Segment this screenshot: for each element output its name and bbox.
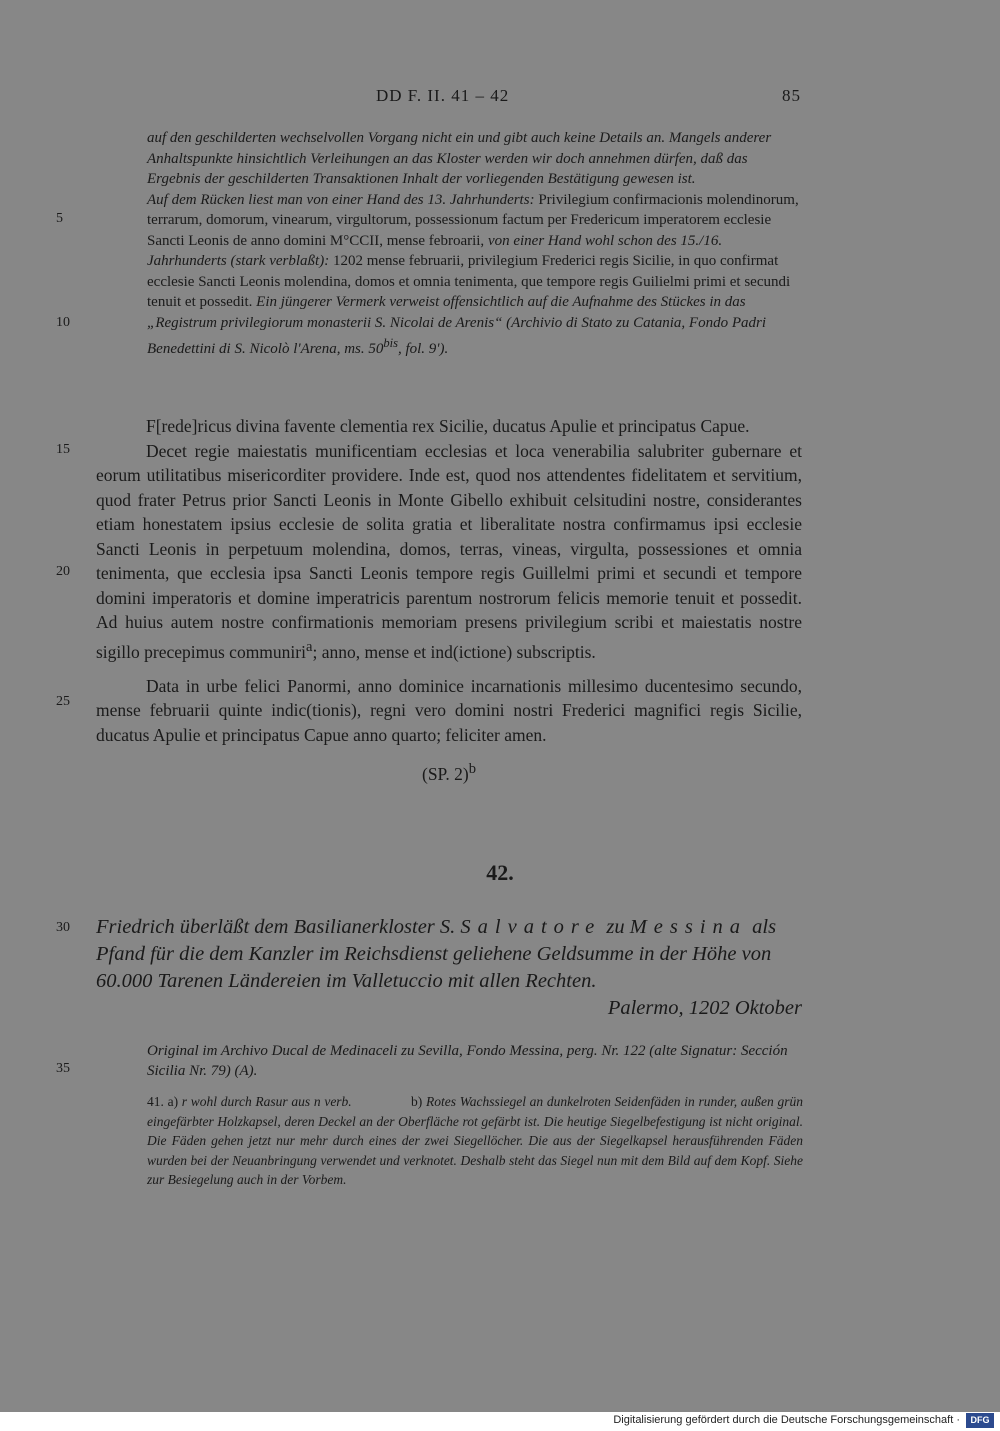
note-text-4: Ein jüngerer Vermerk verweist offensichtlich auf die Aufnahme des Stückes in das „Registrum privilegiorum monasterii S. Nicolai de Arenis“ (Archivio di Stato zu Catania, Fondo Padri Benedettini di S. Nicolò l'Arena, ms. 50: [147, 294, 767, 357]
line-number: 15: [56, 442, 70, 457]
seal-note: [96, 757, 802, 786]
note-quote-1: Privilegium confirmacionis molendinorum, terrarum, domorum, vinearum, virgultorum, possessionum factum per Fredericum imperatorem ecclesie Sancti Leonis de anno domini M°CCII, mense febroarii,: [147, 191, 799, 249]
seal-text: (SP. 2): [422, 764, 469, 785]
line-number: 10: [56, 315, 70, 330]
document-number: 42.: [486, 860, 514, 885]
charter-body-text: Decet regie maiestatis munificentiam ecclesias et loca venerabilia salubriter gubernare et eorum utilitatibus misericorditer providere. Inde est, quod nos attendentes fidelitatem et servitium, quod frater Petrus prior Sancti Leonis in Monte Gibello exhibuit celsitudini nostre, considerantes etiam honestatem ipsius ecclesie de solita gratia et liberalitate nostra confirmamus ipsi ecclesie Sancti Leonis in perpetuum molendina, domos, terras, vineas, virgulta, possessiones et omnia tenimenta, que ecclesia ipsa Sancti Leonis tempore regis Guillelmi primi et secundi et tempore domini imperatoris et domine imperatricis parentum nostrorum felicis memorie tenuit et possedit. Ad huius autem nostre confirmationis memoriam presens privilegium scribi et maiestatis nostre sigillo precepimus communiri: [96, 440, 802, 662]
charter-body-end: ; anno, mense et ind(ictione) subscriptis.: [312, 641, 596, 662]
page-number: 85: [782, 86, 801, 105]
note-text-2: Auf dem Rücken liest man von einer Hand des 13. Jahrhunderts:: [147, 191, 535, 208]
note-text-3: von einer Hand wohl schon des 15./16. Jahrhunderts (stark verblaßt):: [147, 232, 723, 269]
footnote-ref-b: b: [468, 761, 476, 778]
running-title: DD F. II. 41 – 42: [376, 86, 510, 105]
source-note: Original im Archivo Ducal de Medinaceli zu Sevilla, Fondo Messina, perg. Nr. 122 (alte Signatur: Sección Sicilia Nr. 79) (A).: [147, 1043, 788, 1079]
note-superscript: bis: [383, 336, 398, 350]
footnote-ref-a: a: [305, 638, 313, 655]
digitization-footer: [0, 1412, 1000, 1431]
footnote-b-text: Rotes Wachssiegel an dunkelroten Seidenfäden in runder, außen grün eingefärbter Holzkapsel, deren Deckel an der Oberfläche rot gefärbt ist. Die heutige Siegelbefestigung ist nicht original. Die Fäden gehen jetzt nur mehr durch eines der zwei Siegellöcher. Die aus der Siegelkapsel herausführenden Fäden wurden bei der Neuanbringung verwendet und verknotet. Deshalb steht das Siegel nun mit dem Bild auf dem Kopf. Siehe zur Besiegelung auch in der Vorbem.: [147, 1094, 803, 1187]
note-text-5: , fol. 9').: [397, 341, 449, 357]
funding-credit: Digitalisierung gefördert durch die Deutsche Forschungsgemeinschaft ·: [613, 1414, 960, 1426]
regest-place-messina: Messina: [629, 916, 748, 938]
charter-datum: Data in urbe felici Panormi, anno dominice incarnationis millesimo ducentesimo secundo, mense februarii quinte indic(tionis), regni vero domini nostri Frederici magnifici regis Sicilie, ducatus Apulie et principatus Capue anno quarto; feliciter amen.: [96, 675, 802, 745]
regest-place-salvatore: Salvatore: [460, 916, 602, 938]
regest-part: als Pfand für die dem Kanzler im Reichsdienst geliehene Geldsumme in der Höhe von 60.000 Tarenen Ländereien im Valletuccio mit allen Rechten.: [96, 916, 777, 992]
charter-body: [96, 439, 802, 664]
preliminary-note: [147, 128, 803, 360]
footnote-doc-number: 41.: [147, 1094, 164, 1109]
regest: [96, 914, 802, 1022]
note-text-1: auf den geschilderten wechselvollen Vorgang nicht ein und gibt auch keine Details an. Mangels anderer Anhaltspunkte hinsichtlich Verleihungen an das Kloster werden wir doch annehmen dürfen, daß das Ergebnis der geschilderten Transaktionen Inhalt der vorliegenden Bestätigung gewesen ist.: [147, 130, 772, 187]
charter-intitulatio: F[rede]ricus divina favente clementia rex Sicilie, ducatus Apulie et principatus Capue.: [146, 416, 750, 436]
line-number: 5: [56, 211, 63, 226]
line-number: 35: [56, 1061, 70, 1076]
dfg-logo: DFG: [966, 1413, 994, 1428]
line-number: 25: [56, 694, 70, 709]
footnote-a-text: r wohl durch Rasur aus n verb.: [178, 1094, 352, 1109]
note-quote-2: 1202 mense februarii, privilegium Frederici regis Sicilie, in quo confirmat ecclesie Sancti Leonis molendina, domos et omnia tenimenta, que tempore regis Guilielmi primi et secundi tenuit et possedit.: [147, 253, 791, 310]
charter-text: [96, 414, 802, 787]
line-number: 30: [56, 920, 70, 935]
footnote-b-label: b): [411, 1094, 423, 1109]
regest-part: Friedrich überläßt dem Basilianerkloster S.: [96, 916, 461, 938]
regest-text: [96, 914, 802, 995]
footnote-a-label: a): [167, 1094, 179, 1109]
footnotes: [147, 1092, 803, 1190]
place-date: Palermo, 1202 Oktober: [607, 997, 802, 1019]
regest-part: zu: [601, 916, 630, 938]
line-number: 20: [56, 564, 70, 579]
